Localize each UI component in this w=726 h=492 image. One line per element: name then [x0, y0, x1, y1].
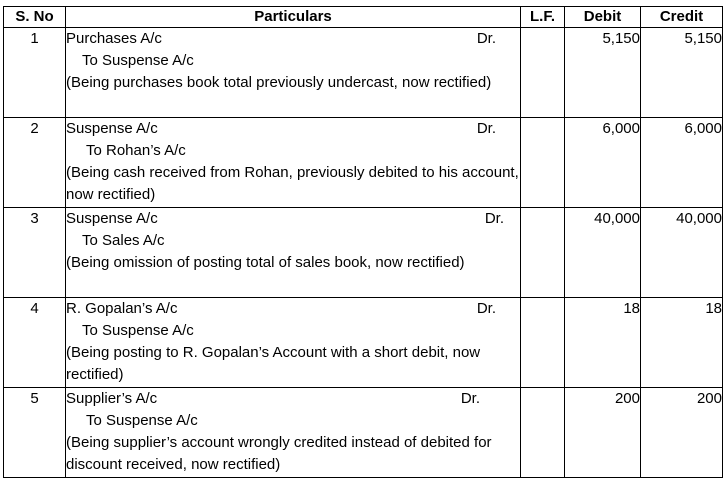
entry-sno: 3: [4, 208, 66, 298]
entry-credit-account: To Sales A/c: [82, 232, 165, 249]
entry-particulars: [66, 118, 521, 208]
entry-debit-amount: 6,000: [565, 118, 641, 208]
entry-narration: (Being omission of posting total of sales book, now rectified): [66, 254, 465, 271]
header-sno: S. No: [4, 7, 66, 28]
entry-particulars: [66, 28, 521, 118]
entry-credit-amount: 18: [641, 298, 723, 388]
table-header-row: [4, 7, 723, 28]
entry-debit-account: Supplier’s A/c: [66, 390, 158, 407]
table-row: [4, 208, 723, 298]
entry-narration: (Being supplier’s account wrongly credited instead of debited for discount received, now rectified): [66, 434, 492, 473]
entry-dr-label: Dr.: [476, 120, 496, 137]
table-row: [4, 388, 723, 478]
entry-sno: 4: [4, 298, 66, 388]
entry-debit-account: R. Gopalan’s A/c: [66, 300, 178, 317]
header-debit: Debit: [565, 7, 641, 28]
entry-lf: [521, 388, 565, 478]
entry-particulars: [66, 208, 521, 298]
entry-credit-amount: 200: [641, 388, 723, 478]
entry-narration: (Being purchases book total previously undercast, now rectified): [66, 74, 492, 91]
entry-debit-account: Suspense A/c: [66, 210, 158, 227]
entry-credit-amount: 6,000: [641, 118, 723, 208]
entry-lf: [521, 208, 565, 298]
entry-debit-amount: 5,150: [565, 28, 641, 118]
entry-credit-account: To Suspense A/c: [86, 412, 198, 429]
entry-dr-label: Dr.: [484, 210, 504, 227]
entry-lf: [521, 118, 565, 208]
entry-dr-label: Dr.: [476, 30, 496, 47]
table-row: [4, 28, 723, 118]
entry-narration: (Being cash received from Rohan, previously debited to his account, now rectified): [66, 164, 519, 203]
entry-debit-account: Suspense A/c: [66, 120, 158, 137]
entry-particulars: [66, 298, 521, 388]
entry-debit-amount: 18: [565, 298, 641, 388]
header-particulars: Particulars: [66, 7, 521, 28]
header-lf: L.F.: [521, 7, 565, 28]
rectification-journal-table: [3, 6, 723, 478]
entry-debit-account: Purchases A/c: [66, 30, 162, 47]
entry-credit-account: To Suspense A/c: [82, 322, 194, 339]
entry-debit-amount: 40,000: [565, 208, 641, 298]
entry-sno: 5: [4, 388, 66, 478]
entry-dr-label: Dr.: [460, 390, 480, 407]
entry-credit-amount: 40,000: [641, 208, 723, 298]
table-row: [4, 298, 723, 388]
entry-dr-label: Dr.: [476, 300, 496, 317]
header-credit: Credit: [641, 7, 723, 28]
entry-credit-account: To Suspense A/c: [82, 52, 194, 69]
entry-sno: 1: [4, 28, 66, 118]
entry-debit-amount: 200: [565, 388, 641, 478]
entry-sno: 2: [4, 118, 66, 208]
entry-lf: [521, 28, 565, 118]
entry-lf: [521, 298, 565, 388]
entry-credit-account: To Rohan’s A/c: [86, 142, 186, 159]
entry-narration: (Being posting to R. Gopalan’s Account with a short debit, now rectified): [66, 344, 481, 383]
entry-credit-amount: 5,150: [641, 28, 723, 118]
entry-particulars: [66, 388, 521, 478]
table-row: [4, 118, 723, 208]
